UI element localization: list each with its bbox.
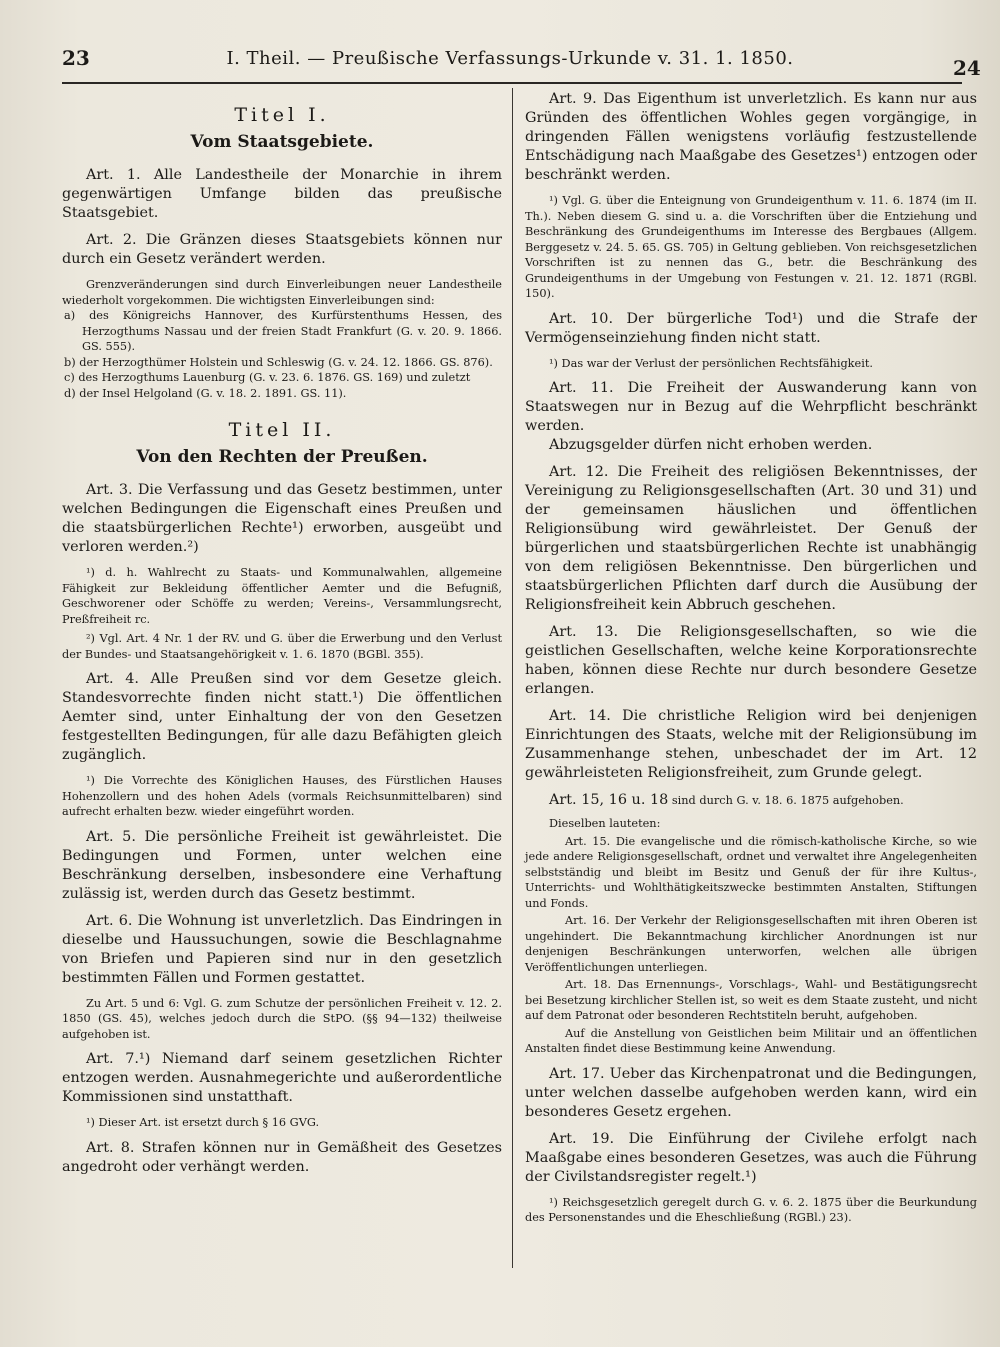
article-7: Art. 7.¹) Niemand darf seinem gesetzlichen Richter entzogen werden. Ausnahmegerichte und außerordentliche Kommissionen sind unstatthaft. <box>62 1051 502 1105</box>
former-article-18: Art. 18. Das Ernennungs-, Vorschlags-, Wahl- und Bestätigungsrecht bei Besetzung kirchlicher Stellen ist, so weit es dem Staate zusteht, und nicht auf dem Patronat oder besonderen Rechtstiteln beruht, aufgehoben. <box>525 978 977 1022</box>
article-15-16-18-lead: Art. 15, 16 u. 18 <box>549 792 669 808</box>
page-header <box>0 44 1000 80</box>
note-item-d: d) der Insel Helgoland (G. v. 18. 2. 1891. GS. 11). <box>64 386 347 400</box>
article-19: Art. 19. Die Einführung der Civilehe erfolgt nach Maaßgabe eines besonderen Gesetzes, was auch die Führung der Civilstandsregister regelt.¹) <box>525 1130 977 1185</box>
right-column <box>525 90 977 1234</box>
dieselben-label: Dieselben lauteten: <box>549 817 661 830</box>
note-item-c: c) des Herzogthums Lauenburg (G. v. 23. 6. 1876. GS. 169) und zuletzt <box>64 371 471 384</box>
article-8: Art. 8. Strafen können nur in Gemäßheit des Gesetzes angedroht oder verhängt werden. <box>62 1139 502 1175</box>
article-17: Art. 17. Ueber das Kirchenpatronat und die Bedingungen, unter welchen dasselbe aufgehoben werden kann, wird ein besonderes Gesetz ergehen. <box>525 1065 977 1120</box>
titel-1-heading: Vom Staatsgebiete. <box>190 132 374 152</box>
footnote-art3-2: ²) Vgl. Art. 4 Nr. 1 der RV. und G. über die Erwerbung und den Verlust der Bundes- und Staatsangehörigkeit v. 1. 6. 1870 (BGBl. 355). <box>62 632 502 661</box>
former-article-18-continued: Auf die Anstellung von Geistlichen beim Militair und an öffentlichen Anstalten findet diese Bestimmung keine Anwendung. <box>525 1026 977 1055</box>
footnote-art19: ¹) Reichsgesetzlich geregelt durch G. v. 6. 2. 1875 über die Beurkundung des Personenstandes und die Eheschließung (RGBl.) 23). <box>525 1195 977 1224</box>
article-12: Art. 12. Die Freiheit des religiösen Bekenntnisses, der Vereinigung zu Religionsgesellschaften (Art. 30 und 31) und der gemeinsamen häuslichen und öffentlichen Religionsübung wird gewährleistet. Der Genuß der bürgerlichen und staatsbürgerlichen Rechte ist unabhängig von dem religiösen Bekenntnisse. Den bürgerlichen und staatsbürgerlichen Pflichten darf durch die Ausübung der Religionsfreiheit kein Abbruch geschehen. <box>525 464 977 613</box>
article-6: Art. 6. Die Wohnung ist unverletzlich. Das Eindringen in dieselbe und Haussuchungen, sowie die Beschlagnahme von Briefen und Papieren sind nur in den gesetzlich bestimmten Fällen und Formen gestattet. <box>62 912 502 986</box>
note-item-b: b) der Herzogthümer Holstein und Schleswig (G. v. 24. 12. 1866. GS. 876). <box>64 355 493 369</box>
article-13: Art. 13. Die Religionsgesellschaften, so wie die geistlichen Gesellschaften, welche keine Korporationsrechte haben, können diese Rechte nur durch besondere Gesetze erlangen. <box>525 624 977 697</box>
left-column <box>62 90 502 1185</box>
note-grenzveraenderungen: Grenzveränderungen sind durch Einverleibungen neuer Landestheile wiederholt vorgekommen. Die wichtigsten Einverleibungen sind: <box>62 278 502 307</box>
column-divider <box>512 88 513 1268</box>
footnote-art9: ¹) Vgl. G. über die Enteignung von Grundeigenthum v. 11. 6. 1874 (im II. Th.). Neben diesem G. sind u. a. die Vorschriften über die Entziehung und Beschränkung des Grundeigenthums im Interesse des Bergbaues (Allgem. Berggesetz v. 24. 5. 65. GS. 705) in Geltung geblieben. Von reichsgesetzlichen Vorschriften ist zu nennen das G., betr. die Beschränkung des Grundeigenthums in der Umgebung von Festungen v. 21. 12. 1871 (RGBl. 150). <box>525 194 977 300</box>
article-9: Art. 9. Das Eigenthum ist unverletzlich. Es kann nur aus Gründen des öffentlichen Wohles gegen vorgängige, in dringenden Fällen wenigstens vorläufig festzustellende Entschädigung nach Maaßgabe des Gesetzes¹) entzogen oder beschränkt werden. <box>525 91 977 183</box>
note-art5-6: Zu Art. 5 und 6: Vgl. G. zum Schutze der persönlichen Freiheit v. 12. 2. 1850 (GS. 45), welches jedoch durch die StPO. (§§ 94—132) theilweise aufgehoben ist. <box>62 996 502 1041</box>
titel-1: Titel I. <box>234 104 330 126</box>
article-4: Art. 4. Alle Preußen sind vor dem Gesetze gleich. Standesvorrechte finden nicht statt.¹) Die öffentlichen Aemter sind, unter Einhaltung der von den Gesetzen festgestellten Bedingungen, für alle dazu Befähigten gleich zugänglich. <box>62 671 502 763</box>
footnote-art3-1: ¹) d. h. Wahlrecht zu Staats- und Kommunalwahlen, allgemeine Fähigkeit zur Bekleidung öffentlicher Aemter und die Befugniß, Geschworener oder Schöffe zu werden; Vereins-, Versammlungsrecht, Preßfreiheit rc. <box>62 566 502 626</box>
article-3: Art. 3. Die Verfassung und das Gesetz bestimmen, unter welchen Bedingungen die Eigenschaft eines Preußen und die staatsbürgerlichen Rechte¹) erworben, ausgeübt und verloren werden.²) <box>62 482 502 555</box>
titel-2: Titel II. <box>228 419 336 441</box>
former-article-16: Art. 16. Der Verkehr der Religionsgesellschaften mit ihren Oberen ist ungehindert. Die Bekanntmachung kirchlicher Anordnungen ist nur denjenigen Beschränkungen unterworfen, welchen alle übrigen Veröffentlichungen unterliegen. <box>525 914 977 974</box>
article-11-continued: Abzugsgelder dürfen nicht erhoben werden. <box>549 437 873 453</box>
footnote-art4: ¹) Die Vorrechte des Königlichen Hauses, des Fürstlichen Hauses Hohenzollern und des hohen Adels (vormals Reichsunmittelbaren) sind aufrecht erhalten bezw. wieder eingeführt worden. <box>62 774 502 818</box>
former-article-15: Art. 15. Die evangelische und die römisch-katholische Kirche, so wie jede andere Religionsgesellschaft, ordnet und verwaltet ihre Angelegenheiten selbstständig und bleibt im Besitz und Genuß der für ihre Kultus-, Unterrichts- und Wohlthätigkeitszwecke bestimmten Anstalten, Stiftungen und Fonds. <box>525 834 977 910</box>
page-number-right: 24 <box>953 56 981 80</box>
running-title: I. Theil. — Preußische Verfassungs-Urkunde v. 31. 1. 1850. <box>226 48 794 69</box>
footnote-art7: ¹) Dieser Art. ist ersetzt durch § 16 GVG. <box>86 1116 320 1129</box>
article-14: Art. 14. Die christliche Religion wird bei denjenigen Einrichtungen des Staats, welche mit der Religionsübung im Zusammenhange stehen, unbeschadet der im Art. 12 gewährleisteten Religionsfreiheit, zum Grunde gelegt. <box>525 708 977 781</box>
article-15-16-18-rest: sind durch G. v. 18. 6. 1875 aufgehoben. <box>668 794 904 807</box>
article-1: Art. 1. Alle Landestheile der Monarchie in ihrem gegenwärtigen Umfange bilden das preußische Staatsgebiet. <box>62 167 502 221</box>
article-5: Art. 5. Die persönliche Freiheit ist gewährleistet. Die Bedingungen und Formen, unter welchen eine Beschränkung derselben, insbesondere eine Verhaftung zulässig ist, werden durch das Gesetz bestimmt. <box>62 828 502 902</box>
article-15-16-18 <box>525 791 977 810</box>
footnote-art10: ¹) Das war der Verlust der persönlichen Rechtsfähigkeit. <box>549 356 873 370</box>
note-item-a: a) des Königreichs Hannover, des Kurfürstenthums Hessen, des Herzogthums Nassau und der freien Stadt Frankfurt (G. v. 20. 9. 1866. GS. 555). <box>64 309 502 353</box>
article-2: Art. 2. Die Gränzen dieses Staatsgebiets können nur durch ein Gesetz verändert werden. <box>62 232 502 267</box>
article-11: Art. 11. Die Freiheit der Auswanderung kann von Staatswegen nur in Bezug auf die Wehrpflicht beschränkt werden. <box>525 380 977 434</box>
titel-2-heading: Von den Rechten der Preußen. <box>136 447 428 467</box>
header-rule <box>62 82 962 84</box>
article-10: Art. 10. Der bürgerliche Tod¹) und die Strafe der Vermögenseinziehung finden nicht statt. <box>525 310 977 346</box>
page-number-left: 23 <box>62 46 90 70</box>
